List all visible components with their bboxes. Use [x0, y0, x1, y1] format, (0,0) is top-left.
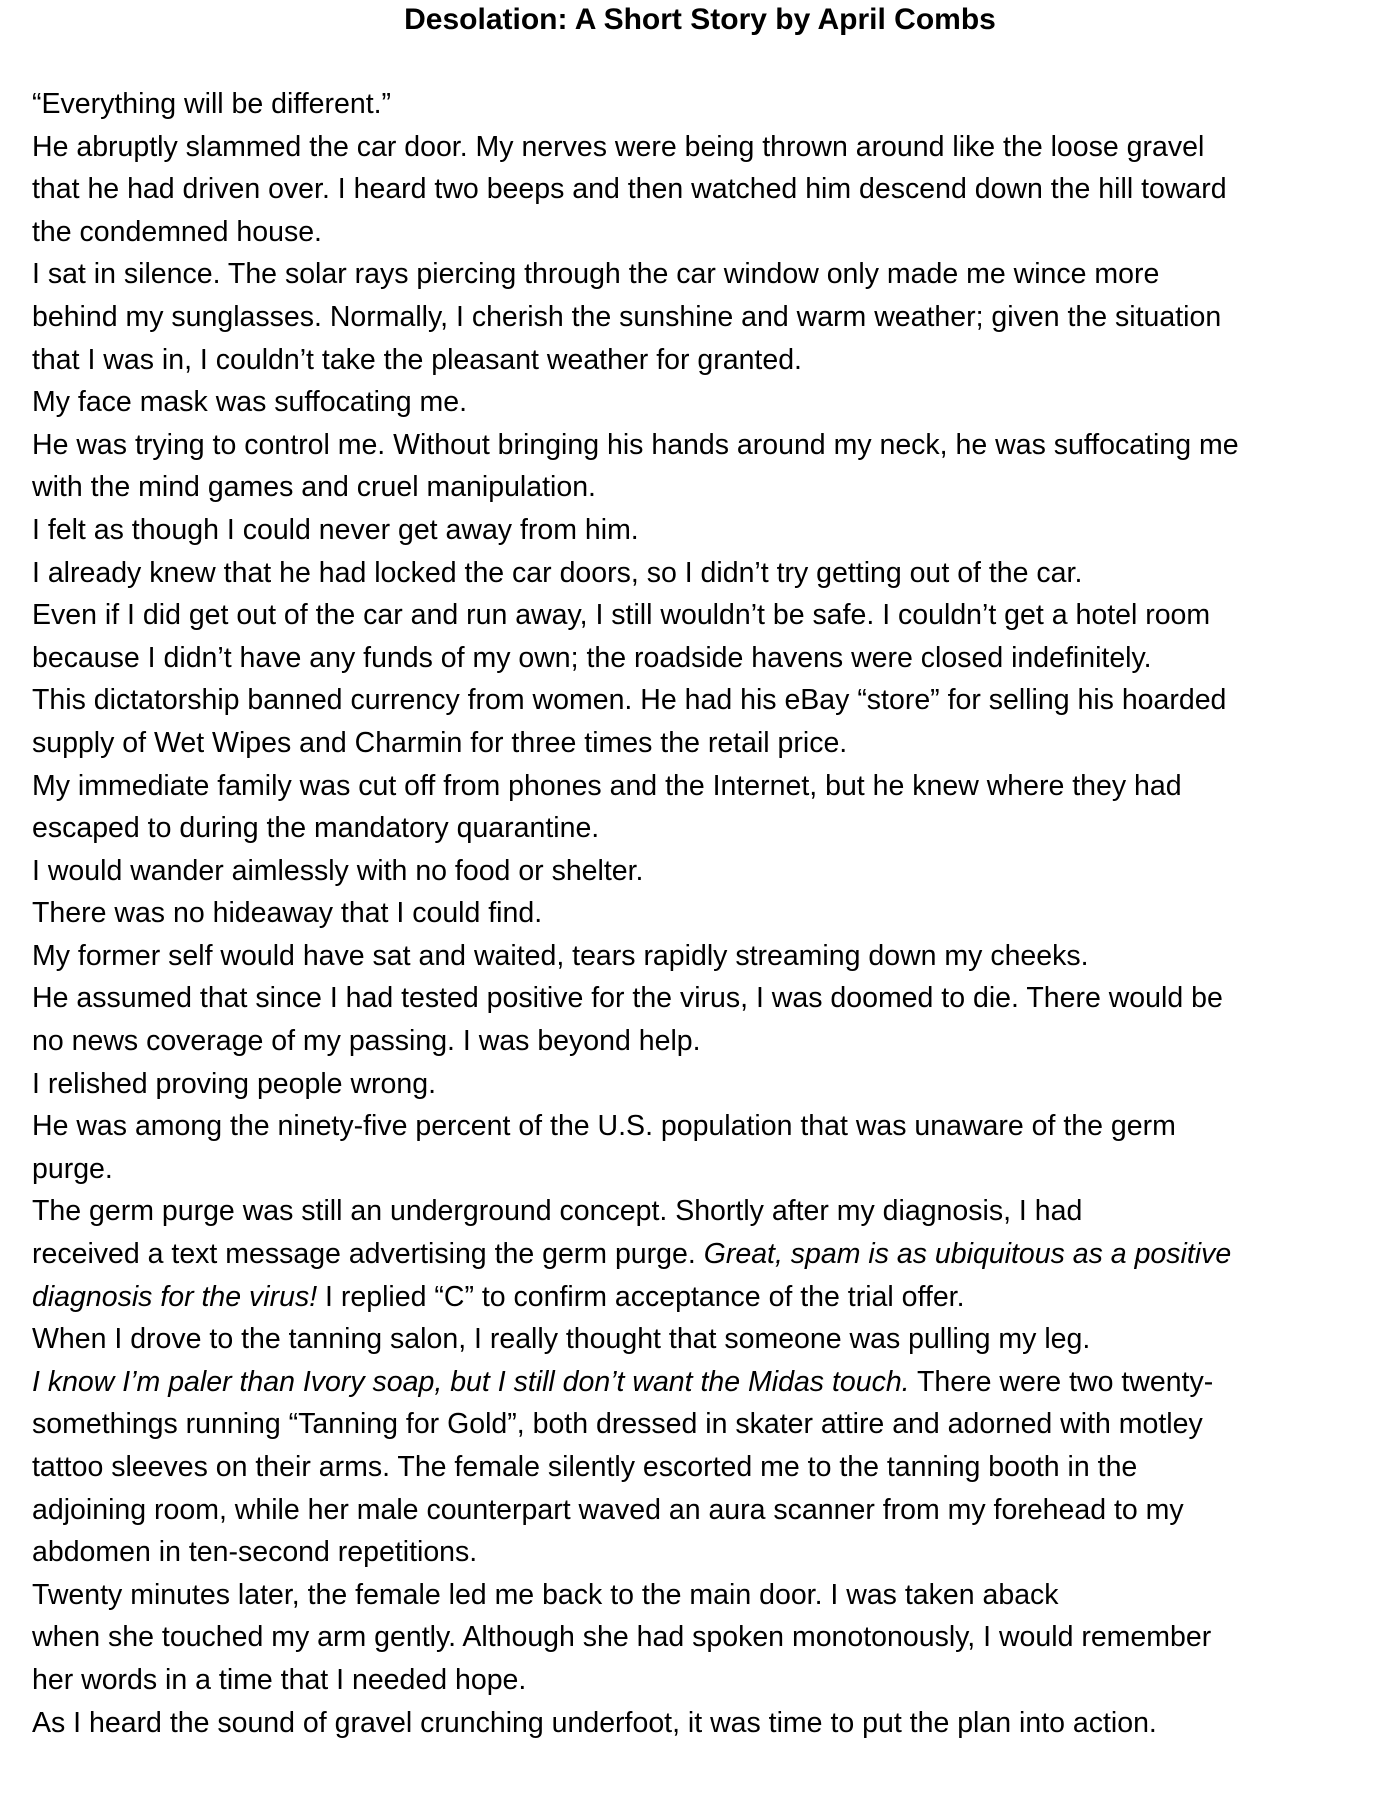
story-line: I relished proving people wrong. — [32, 1067, 436, 1100]
story-line: I would wander aimlessly with no food or shelter. — [32, 854, 644, 887]
story-line-mixed — [32, 1361, 1392, 1404]
story-line: He was among the ninety-five percent of the U.S. population that was unaware of the germ — [32, 1110, 1176, 1143]
story-line: no news coverage of my passing. I was beyond help. — [32, 1025, 701, 1058]
story-line: I felt as though I could never get away from him. — [32, 513, 639, 546]
story-line: her words in a time that I needed hope. — [32, 1663, 527, 1696]
story-body — [32, 83, 1392, 1744]
story-line: somethings running “Tanning for Gold”, both dressed in skater attire and adorned with motley — [32, 1408, 1203, 1441]
story-italic-text: Great, spam is as ubiquitous as a positive — [703, 1238, 1232, 1271]
story-line: supply of Wet Wipes and Charmin for three times the retail price. — [32, 726, 848, 759]
story-line: that I was in, I couldn’t take the pleasant weather for granted. — [32, 343, 802, 376]
story-line: The germ purge was still an underground concept. Shortly after my diagnosis, I had — [32, 1195, 1083, 1228]
story-line: abdomen in ten-second repetitions. — [32, 1536, 478, 1569]
story-line: tattoo sleeves on their arms. The female silently escorted me to the tanning booth in the — [32, 1451, 1138, 1483]
story-line: behind my sunglasses. Normally, I cherish the sunshine and warm weather; given the situation — [32, 300, 1222, 333]
story-line: My face mask was suffocating me. — [32, 386, 468, 419]
story-line: He assumed that since I had tested positive for the virus, I was doomed to die. There would be — [32, 982, 1223, 1015]
story-line: when she touched my arm gently. Although she had spoken monotonously, I would remember — [32, 1621, 1212, 1654]
story-line: When I drove to the tanning salon, I really thought that someone was pulling my leg. — [32, 1323, 1091, 1356]
story-line: My former self would have sat and waited, tears rapidly streaming down my cheeks. — [32, 939, 1089, 972]
story-line: He abruptly slammed the car door. My nerves were being thrown around like the loose gravel — [32, 130, 1205, 163]
story-line: with the mind games and cruel manipulation. — [32, 471, 596, 504]
story-line: escaped to during the mandatory quarantine. — [32, 812, 600, 845]
story-line-mixed — [32, 1233, 1392, 1276]
story-line: I already knew that he had locked the car doors, so I didn’t try getting out of the car. — [32, 556, 1083, 589]
story-line: adjoining room, while her male counterpart waved an aura scanner from my forehead to my — [32, 1493, 1184, 1526]
story-line: Twenty minutes later, the female led me back to the main door. I was taken aback — [32, 1578, 1059, 1611]
story-line: that he had driven over. I heard two beeps and then watched him descend down the hill toward — [32, 173, 1227, 206]
story-line: “Everything will be different.” — [32, 88, 392, 120]
story-text: There were two twenty- — [909, 1365, 1214, 1398]
story-line: He was trying to control me. Without bringing his hands around my neck, he was suffocating me — [32, 428, 1239, 461]
story-line: There was no hideaway that I could find. — [32, 897, 543, 930]
story-italic-text: diagnosis for the virus! — [32, 1280, 318, 1313]
story-line: because I didn’t have any funds of my own; the roadside havens were closed indefinitely. — [32, 641, 1152, 674]
story-line: the condemned house. — [32, 215, 322, 248]
story-line: purge. — [32, 1152, 113, 1185]
story-title: Desolation: A Short Story by April Combs — [404, 3, 996, 36]
story-line-mixed — [32, 1276, 1392, 1319]
story-line: My immediate family was cut off from phones and the Internet, but he knew where they had — [32, 769, 1182, 802]
story-italic-text: I know I’m paler than Ivory soap, but I still don’t want the Midas touch. — [32, 1365, 910, 1398]
story-line: As I heard the sound of gravel crunching underfoot, it was time to put the plan into action. — [32, 1706, 1157, 1739]
story-line: I sat in silence. The solar rays piercing through the car window only made me wince more — [32, 258, 1160, 291]
story-text: I replied “C” to confirm acceptance of the trial offer. — [317, 1280, 965, 1313]
story-text: received a text message advertising the germ purge. — [32, 1238, 704, 1271]
story-line: Even if I did get out of the car and run away, I still wouldn’t be safe. I couldn’t get a hotel room — [32, 599, 1211, 632]
story-line: This dictatorship banned currency from women. He had his eBay “store” for selling his hoarded — [32, 684, 1227, 717]
